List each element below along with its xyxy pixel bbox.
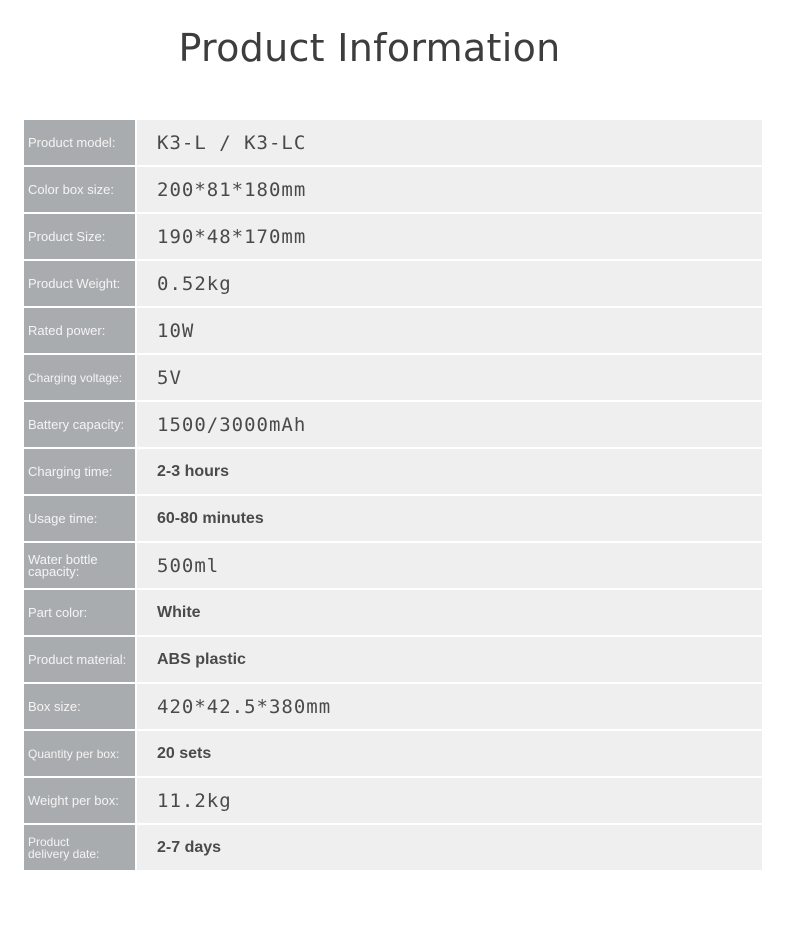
- spec-row-part-color: [24, 590, 762, 635]
- spec-value: 11.2kg: [137, 778, 762, 823]
- spec-row-weight-per-box: [24, 778, 762, 823]
- spec-row-usage-time: [24, 496, 762, 541]
- spec-table: [24, 120, 762, 872]
- spec-label: Quantity per box:: [24, 731, 135, 776]
- spec-row-product-size: [24, 214, 762, 259]
- spec-label: Box size:: [24, 684, 135, 729]
- spec-label: Charging time:: [24, 449, 135, 494]
- spec-value: 5V: [137, 355, 762, 400]
- spec-value: 420*42.5*380mm: [137, 684, 762, 729]
- spec-label: Product Size:: [24, 214, 135, 259]
- spec-value: ABS plastic: [137, 637, 762, 682]
- spec-label: Charging voltage:: [24, 355, 135, 400]
- spec-label: Water bottle capacity:: [24, 543, 135, 588]
- spec-row-charging-time: [24, 449, 762, 494]
- spec-row-product-weight: [24, 261, 762, 306]
- page-title: Product Information: [178, 26, 561, 70]
- spec-value: 60-80 minutes: [137, 496, 762, 541]
- spec-value: 2-3 hours: [137, 449, 762, 494]
- spec-value: 500ml: [137, 543, 762, 588]
- spec-value: White: [137, 590, 762, 635]
- spec-label: Product Weight:: [24, 261, 135, 306]
- spec-value: 190*48*170mm: [137, 214, 762, 259]
- spec-label: Rated power:: [24, 308, 135, 353]
- spec-value: 0.52kg: [137, 261, 762, 306]
- spec-row-delivery-date: [24, 825, 762, 870]
- spec-value: K3-L / K3-LC: [137, 120, 762, 165]
- spec-row-product-model: [24, 120, 762, 165]
- spec-value: 20 sets: [137, 731, 762, 776]
- spec-row-product-material: [24, 637, 762, 682]
- spec-row-box-size: [24, 684, 762, 729]
- spec-label: Usage time:: [24, 496, 135, 541]
- spec-row-water-bottle-capacity: [24, 543, 762, 588]
- spec-label: Product model:: [24, 120, 135, 165]
- spec-row-battery-capacity: [24, 402, 762, 447]
- spec-label: Color box size:: [24, 167, 135, 212]
- spec-value: 200*81*180mm: [137, 167, 762, 212]
- spec-label: Weight per box:: [24, 778, 135, 823]
- spec-value: 10W: [137, 308, 762, 353]
- spec-row-color-box-size: [24, 167, 762, 212]
- spec-label: Part color:: [24, 590, 135, 635]
- spec-row-quantity-per-box: [24, 731, 762, 776]
- spec-value: 1500/3000mAh: [137, 402, 762, 447]
- spec-row-rated-power: [24, 308, 762, 353]
- spec-row-charging-voltage: [24, 355, 762, 400]
- spec-label: Product delivery date:: [24, 825, 135, 870]
- spec-label: Product material:: [24, 637, 135, 682]
- spec-label: Battery capacity:: [24, 402, 135, 447]
- spec-value: 2-7 days: [137, 825, 762, 870]
